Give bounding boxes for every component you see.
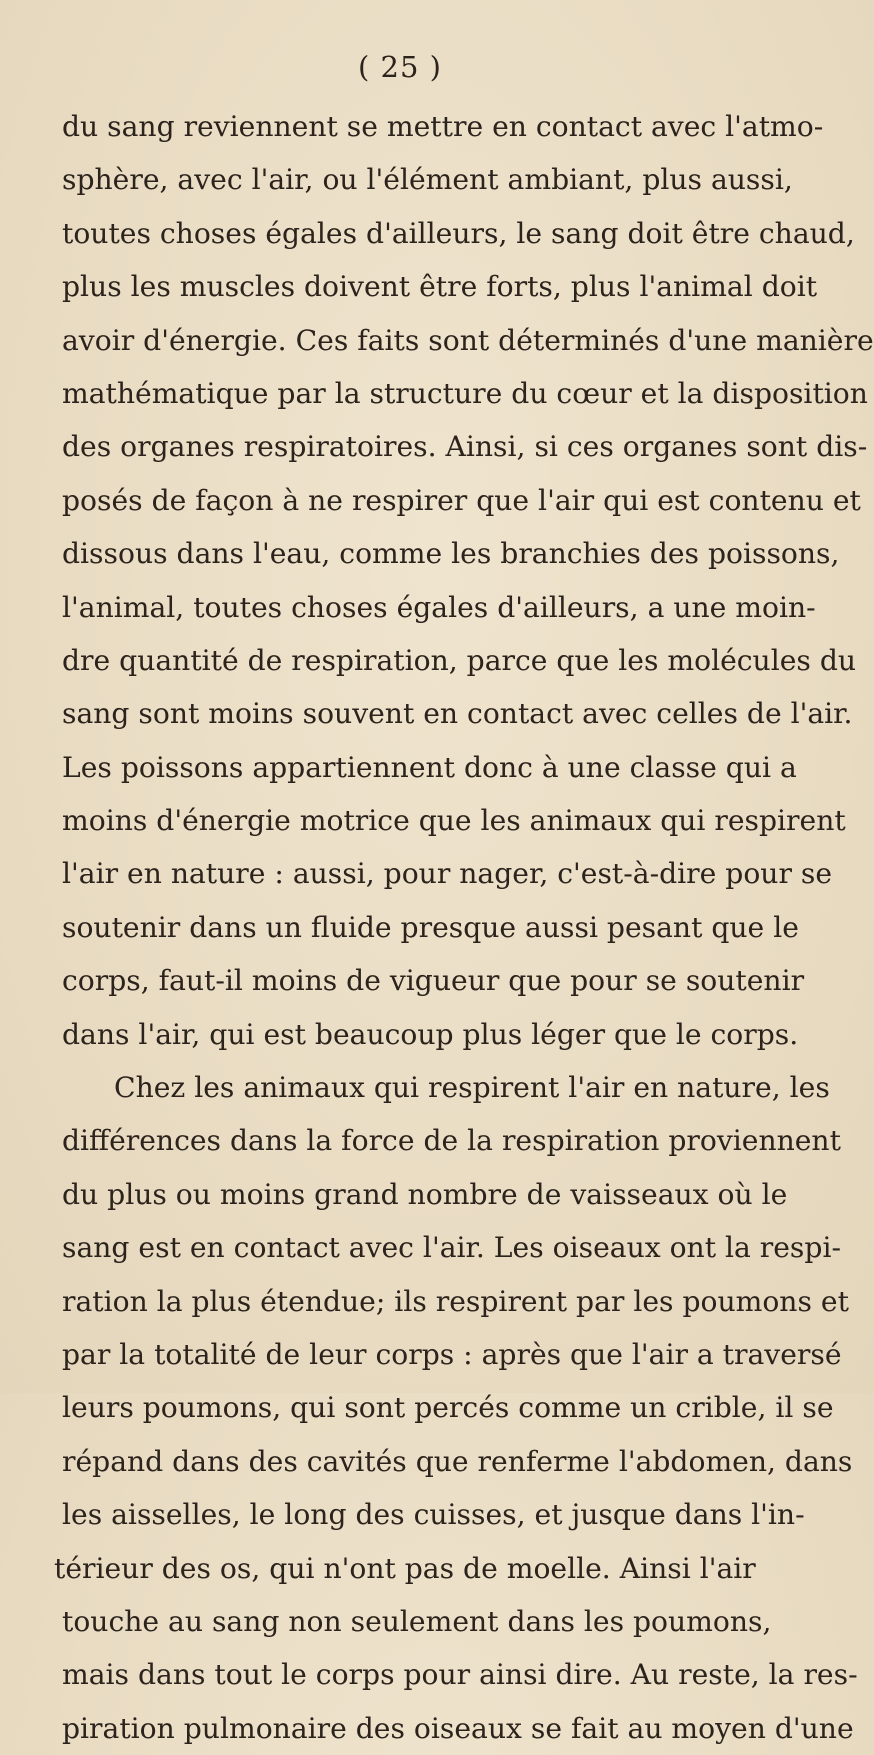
text-line: térieur des os, qui n'ont pas de moelle. Ainsi l'air xyxy=(54,1551,756,1585)
text-line: touche au sang non seulement dans les poumons, xyxy=(62,1604,772,1638)
text-line: Les poissons appartiennent donc à une classe qui a xyxy=(62,750,797,784)
text-line: Chez les animaux qui respirent l'air en nature, les xyxy=(114,1071,830,1105)
text-line: les aisselles, le long des cuisses, et jusque dans l'in- xyxy=(62,1498,805,1532)
text-line: mathématique par la structure du cœur et la disposition xyxy=(62,376,868,410)
text-line: mais dans tout le corps pour ainsi dire. Au reste, la res- xyxy=(62,1658,858,1692)
text-line: corps, faut-il moins de vigueur que pour se soutenir xyxy=(62,964,805,998)
text-line: des organes respiratoires. Ainsi, si ces organes sont dis- xyxy=(62,430,868,464)
text-line: différences dans la force de la respiration proviennent xyxy=(62,1124,841,1158)
text-line: dans l'air, qui est beaucoup plus léger que le corps. xyxy=(62,1017,799,1051)
text-line: du plus ou moins grand nombre de vaisseaux où le xyxy=(62,1177,788,1211)
body-text xyxy=(54,100,874,1755)
text-line: sphère, avec l'air, ou l'élément ambiant, plus aussi, xyxy=(62,163,793,197)
text-line: l'animal, toutes choses égales d'ailleurs, a une moin- xyxy=(62,590,816,624)
text-line: répand dans des cavités que renferme l'abdomen, dans xyxy=(62,1444,853,1478)
text-line: posés de façon à ne respirer que l'air qui est contenu et xyxy=(62,483,861,517)
text-line: toutes choses égales d'ailleurs, le sang doit être chaud, xyxy=(62,216,855,250)
text-line: ration la plus étendue; ils respirent par les poumons et xyxy=(62,1284,849,1318)
text-line: plus les muscles doivent être forts, plus l'animal doit xyxy=(62,270,818,304)
page-number: ( 25 ) xyxy=(358,50,442,84)
text-line: leurs poumons, qui sont percés comme un crible, il se xyxy=(62,1391,834,1425)
text-line: par la totalité de leur corps : après que l'air a traversé xyxy=(62,1337,842,1371)
text-line: moins d'énergie motrice que les animaux qui respirent xyxy=(62,804,846,838)
text-line: dissous dans l'eau, comme les branchies des poissons, xyxy=(62,537,840,571)
text-line: du sang reviennent se mettre en contact avec l'atmo- xyxy=(62,110,824,143)
text-line: piration pulmonaire des oiseaux se fait au moyen d'une xyxy=(62,1711,854,1745)
text-line: avoir d'énergie. Ces faits sont déterminés d'une manière xyxy=(62,323,874,357)
text-line: sang sont moins souvent en contact avec celles de l'air. xyxy=(62,697,853,731)
text-line: l'air en nature : aussi, pour nager, c'est-à-dire pour se xyxy=(62,857,833,891)
text-line: sang est en contact avec l'air. Les oiseaux ont la respi- xyxy=(62,1231,841,1265)
text-line: soutenir dans un fluide presque aussi pesant que le xyxy=(62,910,799,944)
text-line: dre quantité de respiration, parce que les molécules du xyxy=(62,643,857,677)
